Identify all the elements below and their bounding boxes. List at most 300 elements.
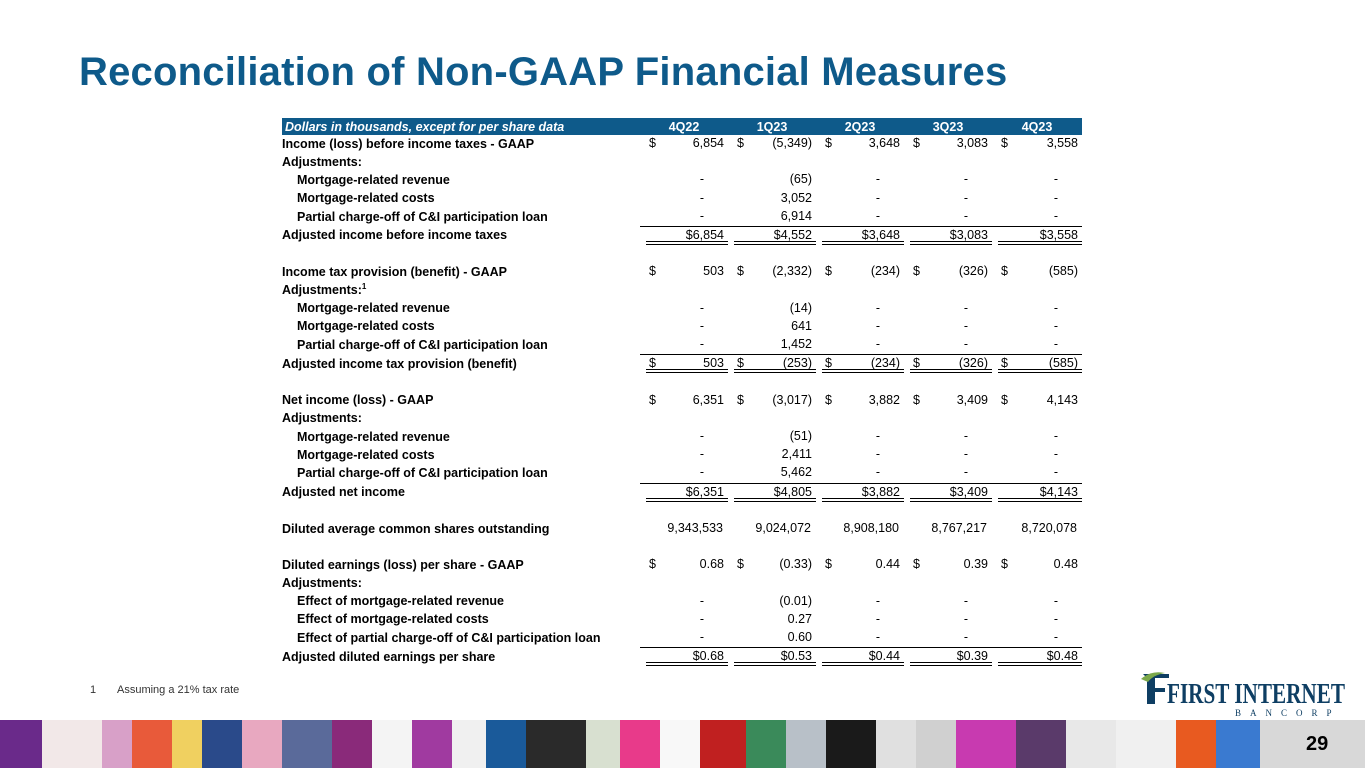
value-cell: [816, 611, 904, 629]
value-text: $6,351: [685, 484, 724, 499]
value-cell: [904, 464, 992, 483]
value-cell: [904, 410, 992, 428]
row-label-text: Adjusted income tax provision (benefit): [282, 356, 517, 371]
value-cell: [816, 629, 904, 648]
value-text: 8,908,180: [843, 520, 899, 535]
banner-tile: [132, 720, 172, 768]
value-text: -: [1053, 190, 1058, 205]
value-cell: [992, 464, 1082, 483]
value-cell: [904, 428, 992, 446]
value-text: -: [699, 172, 704, 187]
value-cell: [640, 428, 728, 446]
banner-tile: [526, 720, 586, 768]
row-label-text: Adjusted income before income taxes: [282, 228, 508, 243]
dollar-sign: $: [737, 392, 744, 407]
row-label: [282, 483, 640, 502]
value-text: $0.44: [868, 649, 900, 664]
table-row: [282, 483, 1082, 502]
value-text: 0.27: [787, 611, 812, 626]
table-row: [282, 446, 1082, 464]
value-cell: [640, 171, 728, 189]
dollar-sign: $: [913, 356, 920, 371]
banner-tile: [1016, 720, 1066, 768]
header-quarter: 1Q23: [728, 118, 816, 135]
value-text: -: [963, 465, 968, 480]
value-cell: [992, 575, 1082, 593]
value-text: $3,558: [1039, 227, 1078, 242]
value-cell: [728, 245, 816, 263]
value-text: $3,083: [949, 227, 988, 242]
value-text: (14): [789, 300, 812, 315]
table-row: [282, 300, 1082, 318]
value-cell: [904, 520, 992, 538]
value-cell: [728, 410, 816, 428]
value-cell: [816, 464, 904, 483]
value-cell: [640, 502, 728, 520]
value-text: -: [1053, 429, 1058, 443]
value-text: 503: [703, 356, 724, 371]
footnote-marker: 1: [361, 281, 367, 291]
banner-tile: [172, 720, 202, 768]
dollar-sign: $: [825, 264, 832, 279]
value-text: -: [1053, 447, 1058, 462]
value-text: $3,648: [861, 227, 900, 242]
row-label: [282, 520, 640, 538]
value-text: 3,882: [868, 392, 900, 407]
value-text: 0.39: [963, 557, 988, 572]
dollar-sign: $: [913, 264, 920, 279]
row-label-text: Effect of mortgage-related costs: [297, 612, 489, 627]
value-cell: [992, 502, 1082, 520]
footnote-text: Assuming a 21% tax rate: [117, 684, 240, 696]
value-cell: [816, 153, 904, 171]
value-text: (326): [958, 356, 988, 371]
value-text: 9,024,072: [755, 520, 811, 535]
value-cell: [728, 135, 816, 153]
value-cell: [816, 300, 904, 318]
row-label-text: Partial charge-off of C&I participation loan: [297, 466, 548, 481]
dollar-sign: $: [649, 356, 656, 371]
value-cell: [728, 300, 816, 318]
dollar-sign: $: [649, 264, 656, 279]
value-cell: [992, 153, 1082, 171]
row-label-text: Effect of mortgage-related revenue: [297, 594, 504, 609]
row-label: [282, 428, 640, 446]
row-label-text: Adjusted diluted earnings per share: [282, 649, 496, 664]
value-cell: [904, 502, 992, 520]
row-label: [282, 282, 640, 300]
row-label: [282, 593, 640, 611]
value-cell: [640, 355, 728, 374]
value-cell: [816, 538, 904, 556]
value-text: -: [875, 190, 880, 205]
dollar-sign: $: [649, 557, 656, 572]
header-quarter: 3Q23: [904, 118, 992, 135]
value-cell: [904, 538, 992, 556]
value-text: (0.01): [779, 593, 812, 608]
value-cell: [728, 464, 816, 483]
spacer-row: [282, 538, 1082, 556]
value-cell: [640, 226, 728, 245]
value-cell: [992, 336, 1082, 355]
table-row: [282, 226, 1082, 245]
value-cell: [904, 392, 992, 410]
value-cell: [640, 190, 728, 208]
header-quarter: 4Q23: [992, 118, 1082, 135]
table-row: [282, 556, 1082, 574]
value-cell: [992, 373, 1082, 391]
banner-tile: [1066, 720, 1116, 768]
row-label: [282, 336, 640, 355]
value-cell: [992, 611, 1082, 629]
row-label: [282, 410, 640, 428]
value-text: -: [1053, 337, 1058, 352]
value-text: 6,914: [780, 208, 812, 223]
dollar-sign: $: [1001, 557, 1008, 572]
banner-tile: [0, 720, 42, 768]
value-text: -: [875, 429, 880, 443]
value-text: -: [699, 611, 704, 626]
value-text: -: [875, 300, 880, 315]
value-cell: [992, 538, 1082, 556]
value-cell: [816, 263, 904, 281]
value-cell: [728, 611, 816, 629]
dollar-sign: $: [913, 136, 920, 150]
row-label-text: Adjustments:: [282, 154, 362, 169]
value-text: -: [875, 208, 880, 223]
value-text: 0.68: [699, 557, 724, 572]
value-cell: [816, 190, 904, 208]
value-cell: [904, 263, 992, 281]
dollar-sign: $: [913, 392, 920, 407]
value-cell: [640, 263, 728, 281]
value-text: 3,052: [780, 190, 812, 205]
dollar-sign: $: [737, 136, 744, 150]
logo-subtitle: BANCORP: [1235, 708, 1341, 718]
value-cell: [728, 575, 816, 593]
value-cell: [904, 611, 992, 629]
table-row: [282, 282, 1082, 300]
value-cell: [992, 263, 1082, 281]
value-text: 4,143: [1046, 392, 1078, 407]
value-cell: [728, 355, 816, 374]
value-text: -: [963, 190, 968, 205]
row-label: [282, 464, 640, 483]
value-cell: [728, 373, 816, 391]
banner-tile: [620, 720, 660, 768]
banner-tile: [332, 720, 372, 768]
dollar-sign: $: [913, 557, 920, 572]
value-cell: [728, 629, 816, 648]
value-cell: [904, 556, 992, 574]
row-label: [282, 373, 640, 391]
value-text: (0.33): [779, 557, 812, 572]
dollar-sign: $: [825, 356, 832, 371]
value-text: 3,083: [956, 136, 988, 150]
value-cell: [640, 648, 728, 667]
banner-tile: [242, 720, 282, 768]
value-cell: [816, 520, 904, 538]
row-label: [282, 556, 640, 574]
value-cell: [816, 410, 904, 428]
value-cell: [816, 208, 904, 227]
table-header-row: [282, 118, 1082, 135]
row-label-text: Partial charge-off of C&I participation loan: [297, 337, 548, 352]
value-cell: [992, 629, 1082, 648]
value-cell: [640, 520, 728, 538]
row-label: [282, 226, 640, 245]
value-cell: [640, 318, 728, 336]
value-cell: [640, 153, 728, 171]
value-text: -: [699, 593, 704, 608]
value-text: 8,767,217: [931, 520, 987, 535]
value-text: -: [1053, 611, 1058, 626]
table-row: [282, 629, 1082, 648]
banner-tile: [102, 720, 132, 768]
value-text: -: [963, 318, 968, 333]
value-cell: [640, 410, 728, 428]
first-internet-logo: [1139, 670, 1349, 720]
value-cell: [640, 556, 728, 574]
value-cell: [728, 190, 816, 208]
value-text: 1,452: [780, 337, 812, 352]
value-cell: [816, 575, 904, 593]
banner-tile: [826, 720, 876, 768]
value-cell: [728, 392, 816, 410]
banner-tile: [660, 720, 700, 768]
row-label: [282, 538, 640, 556]
value-cell: [728, 502, 816, 520]
value-text: 503: [703, 264, 724, 279]
value-text: 0.48: [1053, 557, 1078, 572]
footnote: [90, 684, 239, 696]
value-text: -: [1053, 300, 1058, 315]
table-row: [282, 190, 1082, 208]
value-text: -: [699, 318, 704, 333]
value-cell: [816, 556, 904, 574]
value-text: -: [963, 611, 968, 626]
row-label: [282, 648, 640, 667]
value-text: 6,351: [692, 392, 724, 407]
value-cell: [992, 392, 1082, 410]
banner-tile: [372, 720, 412, 768]
value-cell: [728, 428, 816, 446]
value-text: -: [875, 172, 880, 187]
row-label-text: Adjusted net income: [282, 484, 405, 499]
row-label-text: Diluted average common shares outstanding: [282, 521, 550, 536]
value-cell: [816, 446, 904, 464]
value-cell: [904, 483, 992, 502]
value-text: -: [875, 318, 880, 333]
value-text: -: [963, 208, 968, 223]
double-underline: [734, 662, 816, 666]
double-underline: [998, 662, 1082, 666]
row-label-text: Income (loss) before income taxes - GAAP: [282, 136, 535, 151]
value-text: -: [875, 593, 880, 608]
value-cell: [816, 135, 904, 153]
row-label-text: Income tax provision (benefit) - GAAP: [282, 264, 508, 279]
table-row: [282, 410, 1082, 428]
dollar-sign: $: [1001, 392, 1008, 407]
dollar-sign: $: [649, 136, 656, 150]
value-cell: [992, 245, 1082, 263]
value-text: 641: [791, 318, 812, 333]
dollar-sign: $: [737, 557, 744, 572]
value-cell: [904, 446, 992, 464]
row-label-text: Mortgage-related revenue: [297, 301, 450, 316]
table-row: [282, 520, 1082, 538]
value-cell: [640, 300, 728, 318]
row-label-text: Mortgage-related costs: [297, 319, 435, 334]
banner-tile: [876, 720, 916, 768]
dollar-sign: $: [825, 557, 832, 572]
banner-tile: [746, 720, 786, 768]
header-label: Dollars in thousands, except for per share data: [282, 118, 640, 135]
value-cell: [640, 593, 728, 611]
value-text: -: [963, 429, 968, 443]
value-cell: [904, 593, 992, 611]
value-cell: [728, 263, 816, 281]
banner-tile: [1116, 720, 1176, 768]
banner-tile: [700, 720, 746, 768]
value-cell: [816, 226, 904, 245]
dollar-sign: $: [825, 136, 832, 150]
row-label: [282, 318, 640, 336]
row-label-text: Mortgage-related costs: [297, 447, 435, 462]
value-cell: [640, 629, 728, 648]
banner-tile: [452, 720, 486, 768]
row-label: [282, 629, 640, 648]
value-text: 8,720,078: [1021, 520, 1077, 535]
value-text: 0.44: [875, 557, 900, 572]
value-text: $3,882: [861, 484, 900, 499]
value-text: (3,017): [772, 392, 812, 407]
value-cell: [992, 190, 1082, 208]
table-row: [282, 575, 1082, 593]
table-row: [282, 171, 1082, 189]
value-cell: [728, 446, 816, 464]
value-cell: [728, 153, 816, 171]
spacer-row: [282, 373, 1082, 391]
value-cell: [640, 208, 728, 227]
row-label-text: Partial charge-off of C&I participation loan: [297, 209, 548, 224]
value-cell: [816, 282, 904, 300]
value-cell: [816, 428, 904, 446]
value-cell: [992, 428, 1082, 446]
value-text: 2,411: [781, 447, 812, 462]
value-cell: [992, 648, 1082, 667]
value-text: -: [699, 630, 704, 645]
value-text: (253): [782, 356, 812, 371]
value-text: (65): [789, 172, 812, 187]
row-label: [282, 392, 640, 410]
table-row: [282, 355, 1082, 374]
value-text: -: [1053, 318, 1058, 333]
value-cell: [816, 593, 904, 611]
value-text: 0.60: [787, 630, 812, 645]
value-cell: [728, 593, 816, 611]
value-cell: [816, 245, 904, 263]
row-label: [282, 245, 640, 263]
table-row: [282, 464, 1082, 483]
reconciliation-table: [282, 118, 1082, 666]
value-text: $0.53: [780, 649, 812, 664]
value-cell: [816, 373, 904, 391]
value-cell: [728, 226, 816, 245]
row-label-text: Adjustments:: [282, 576, 362, 591]
dollar-sign: $: [737, 356, 744, 371]
value-text: -: [699, 429, 704, 443]
row-label: [282, 135, 640, 153]
double-underline: [822, 662, 904, 666]
value-cell: [640, 245, 728, 263]
row-label: [282, 171, 640, 189]
value-cell: [640, 538, 728, 556]
value-cell: [728, 648, 816, 667]
value-cell: [728, 520, 816, 538]
value-cell: [992, 135, 1082, 153]
value-cell: [992, 208, 1082, 227]
banner-tile: [412, 720, 452, 768]
decorative-banner: [0, 720, 1365, 768]
banner-tile: [42, 720, 102, 768]
dollar-sign: $: [1001, 136, 1008, 150]
value-cell: [640, 464, 728, 483]
value-text: -: [699, 465, 704, 480]
value-cell: [904, 190, 992, 208]
row-label-text: Mortgage-related revenue: [297, 429, 450, 444]
value-cell: [904, 171, 992, 189]
value-text: 9,343,533: [667, 520, 723, 535]
table-row: [282, 593, 1082, 611]
banner-tile: [956, 720, 1016, 768]
value-cell: [992, 282, 1082, 300]
value-cell: [992, 318, 1082, 336]
value-text: -: [699, 447, 704, 462]
row-label: [282, 575, 640, 593]
header-quarter: 2Q23: [816, 118, 904, 135]
value-cell: [904, 318, 992, 336]
value-cell: [992, 520, 1082, 538]
value-cell: [728, 336, 816, 355]
value-text: (234): [870, 264, 900, 279]
banner-tile: [202, 720, 242, 768]
table-row: [282, 611, 1082, 629]
value-cell: [904, 575, 992, 593]
value-text: -: [699, 300, 704, 315]
value-cell: [816, 171, 904, 189]
value-cell: [904, 355, 992, 374]
value-text: 3,558: [1046, 136, 1078, 150]
value-cell: [904, 245, 992, 263]
value-text: -: [963, 447, 968, 462]
value-cell: [992, 355, 1082, 374]
row-label: [282, 446, 640, 464]
value-text: -: [1053, 208, 1058, 223]
table-row: [282, 135, 1082, 153]
table-row: [282, 208, 1082, 227]
value-cell: [728, 483, 816, 502]
value-cell: [992, 556, 1082, 574]
table-row: [282, 153, 1082, 171]
row-label: [282, 190, 640, 208]
banner-tile: [586, 720, 620, 768]
footnote-number: 1: [90, 684, 97, 696]
value-text: 3,648: [868, 136, 900, 150]
value-text: -: [963, 337, 968, 352]
value-cell: [816, 392, 904, 410]
dollar-sign: $: [649, 392, 656, 407]
